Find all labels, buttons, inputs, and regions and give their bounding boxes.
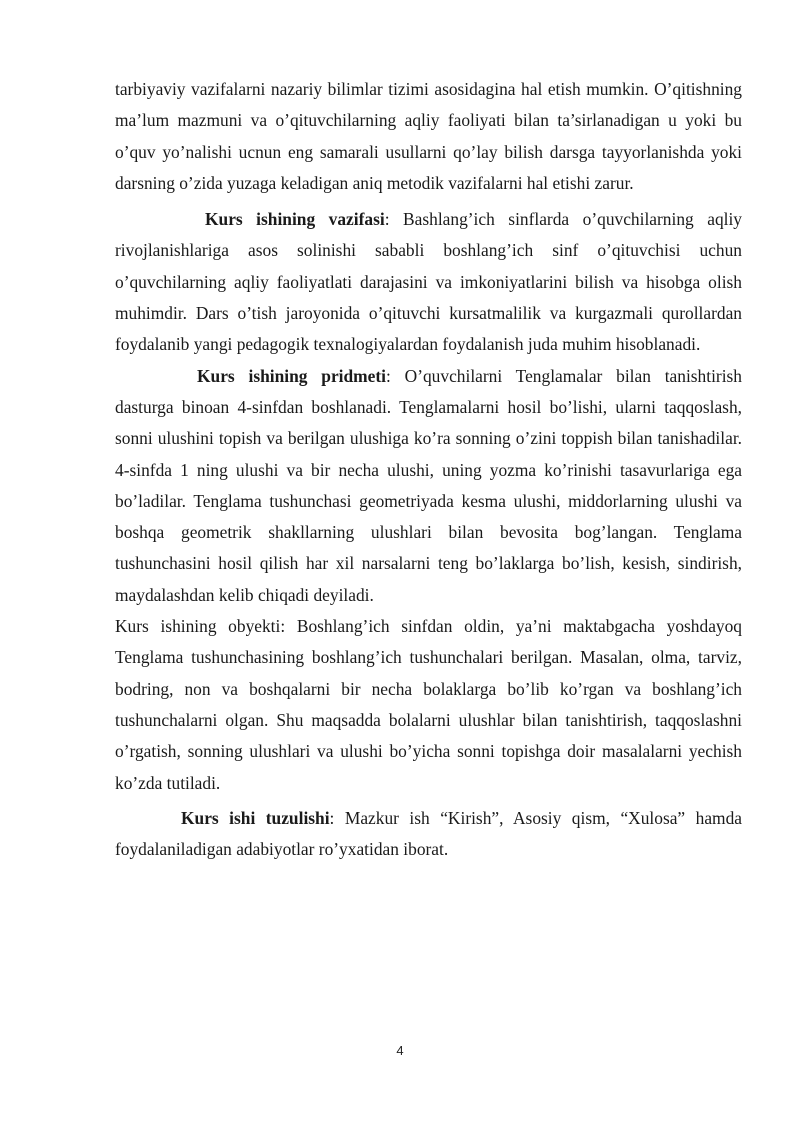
paragraph-text: : O’quvchilarni Tenglamalar bilan tanishtirish dasturga binoan 4-sinfdan boshlanadi. Tenglamalarni hosil bo’lishi, ularni taqqoslash, sonni ulushini topish va berilgan ulushiga ko’ra sonning o’zini toppish bilan tanishadilar. 4-sinfda 1 ning ulushi va bir necha ulushi, uning yozma ko’rinishi tasavurlariga ega bo’ladilar. Tenglama tushunchasi geometriyada kesma ulushi, middorlarning ulushi va boshqa geometrik shakllarning ulushlari bilan bevosita bog’langan. Tenglama tushunchasini hosil qilish har xil narsalarni teng bo’laklarga bo’lish, kesish, sindirish, maydalashdan kelib chiqadi deyiladi. (115, 365, 742, 605)
paragraph-intro-continuation (115, 74, 742, 199)
page-number: 4 (396, 1043, 404, 1058)
paragraph-heading: Kurs ishining vazifasi (205, 209, 385, 230)
paragraph-text: : Mazkur ish “Kirish”, Asosiy qism, “Xulosa” hamda foydalaniladigan adabiyotlar ro’yxatidan iborat. (115, 807, 742, 860)
page-body (115, 74, 742, 865)
paragraph-obyekti (115, 611, 742, 799)
paragraph-vazifasi (115, 204, 742, 360)
paragraph-heading: Kurs ishi tuzulishi (181, 807, 330, 828)
paragraph-text: tarbiyaviy vazifalarni nazariy bilimlar tizimi asosidagina hal etish mumkin. O’qitishning ma’lum mazmuni va o’qituvchilarning aqliy faoliyati bilan ta’sirlanadigan u yoki bu o’quv yo’nalishi ucnun eng samarali usullarni qo’lay bilish darsga tayyorlanishda yoki darsning o’zida yuzaga keladigan aniq metodik vazifalarni hal etishi zarur. (115, 79, 742, 193)
paragraph-heading: Kurs ishining pridmeti (197, 365, 386, 386)
paragraph-text: : Bashlang’ich sinflarda o’quvchilarning aqliy rivojlanishlariga asos solinishi sababli boshlang’ich sinf o’qituvchisi uchun o’quvchilarning aqliy faoliyatlati darajasini va imkoniyatlarini bilish va hisobga olish muhimdir. Dars o’tish jaroyonida o’qituvchi kursatmalilik va kurgazmali qurollardan foydalanib yangi pedagogik texnalogiyalardan foydalanish juda muhim hisoblanadi. (115, 209, 742, 355)
paragraph-tuzulishi (115, 803, 742, 866)
paragraph-pridmeti (115, 361, 742, 611)
paragraph-text: Kurs ishining obyekti: Boshlang’ich sinfdan oldin, ya’ni maktabgacha yoshdayoq Tenglama tushunchasining boshlang’ich tushunchalari berilgan. Masalan, olma, tarviz, bodring, non va boshqalarni bir necha bolaklarga bo’lib ko’rgan va boshlang’ich tushunchalarni olgan. Shu maqsadda bolalarni ulushlar bilan tanishtirish, taqqoslashni o’rgatish, sonning ulushlari va ulushi bo’yicha sonni topishga doir masalalarni yechish ko’zda tutiladi. (115, 616, 742, 793)
